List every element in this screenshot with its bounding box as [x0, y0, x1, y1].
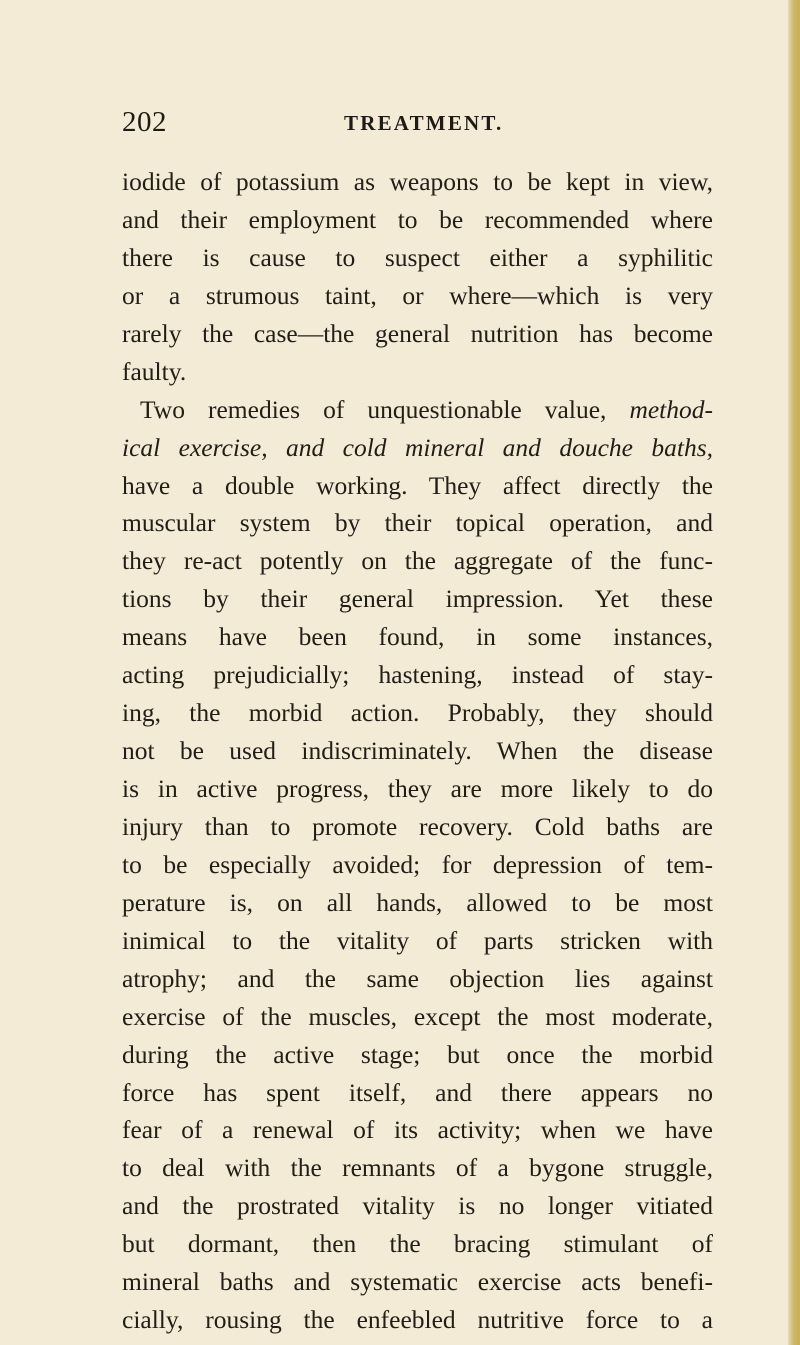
text-line: ing, the morbid action. Probably, they should	[122, 698, 713, 728]
text-line: atrophy; and the same objection lies against	[122, 963, 713, 993]
text-line: force has spent itself, and there appears no	[122, 1077, 713, 1107]
text-line: and their employment to be recommended where	[122, 204, 713, 234]
text-line: iodide of potassium as weapons to be kept in view,	[122, 167, 713, 196]
text-line: and the prostrated vitality is no longer vitiated	[122, 1191, 713, 1221]
text-line: inimical to the vitality of parts stricken with	[122, 925, 713, 955]
text-line: not be used indiscriminately. When the disease	[122, 736, 713, 766]
text-line: during the active stage; but once the morbid	[122, 1039, 713, 1069]
text-line: exercise of the muscles, except the most moderate,	[122, 1001, 713, 1031]
text-line: rarely the case—the general nutrition has become	[122, 318, 713, 348]
text-line: muscular system by their topical operation, and	[122, 508, 713, 538]
text-line: but dormant, then the bracing stimulant of	[122, 1229, 713, 1259]
text-line-italic: ical exercise, and cold mineral and douche baths,	[122, 432, 713, 462]
page-number: 202	[122, 106, 167, 138]
text-line: perature is, on all hands, allowed to be most	[122, 887, 713, 917]
italic-fragment: method-	[629, 394, 713, 424]
text-line: injury than to promote recovery. Cold baths are	[122, 811, 713, 841]
line-prefix: Two remedies of unquestionable value,	[140, 394, 607, 424]
page-header	[122, 100, 722, 140]
text-line: acting prejudicially; hastening, instead of stay-	[122, 660, 713, 690]
text-line: cially, rousing the enfeebled nutritive force to a	[122, 1305, 713, 1335]
text-line: means have been found, in some instances,	[122, 622, 713, 652]
text-line: is in active progress, they are more likely to do	[122, 774, 713, 803]
running-head: TREATMENT.	[344, 111, 504, 135]
text-line: have a double working. They affect directly the	[122, 470, 713, 500]
page-edge	[788, 0, 800, 1345]
text-line-with-italic	[122, 391, 713, 429]
text-line: to be especially avoided; for depression of tem-	[122, 849, 713, 879]
body-text	[122, 163, 713, 1339]
text-line: to deal with the remnants of a bygone struggle,	[122, 1153, 713, 1183]
text-line: there is cause to suspect either a syphilitic	[122, 242, 713, 272]
text-line: fear of a renewal of its activity; when we have	[122, 1115, 713, 1145]
text-line: mineral baths and systematic exercise acts benefi-	[122, 1267, 713, 1297]
text-line: tions by their general impression. Yet these	[122, 584, 713, 614]
text-line: faulty.	[122, 356, 187, 386]
text-line: or a strumous taint, or where—which is very	[122, 280, 713, 310]
text-line: they re-act potently on the aggregate of the func-	[122, 546, 713, 576]
